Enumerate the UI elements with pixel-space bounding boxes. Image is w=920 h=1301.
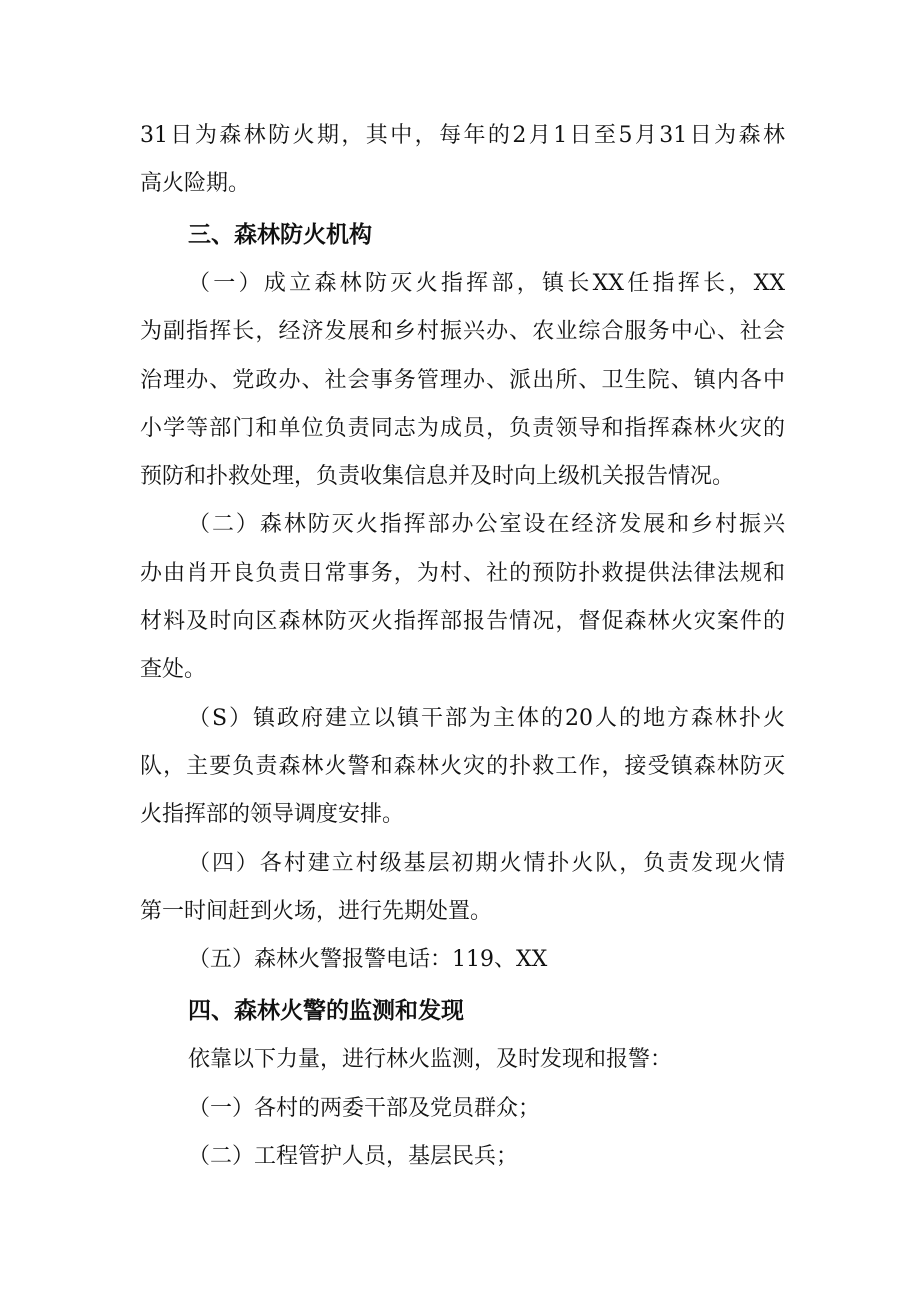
- intro-line-1: 31日为森林防火期，其中，每年的2月1日至5月31日为森林: [140, 123, 785, 148]
- item-1-line-2: 为副指挥长，经济发展和乡村振兴办、农业综合服务中心、社会: [140, 319, 785, 344]
- item-3-line-3: 火指挥部的领导调度安排。: [140, 802, 405, 827]
- item-1-line-1: （一）成立森林防灭火指挥部，镇长XX任指挥长，XX: [188, 271, 785, 296]
- item-1-line-3: 治理办、党政办、社会事务管理办、派出所、卫生院、镇内各中: [140, 368, 785, 393]
- monitor-item-2: （二）工程管护人员，基层民兵；: [188, 1144, 519, 1169]
- item-5-line: （五）森林火警报警电话：119、XX: [188, 947, 548, 972]
- intro-line-2: 高火险期。: [140, 171, 251, 196]
- item-2-line-1: （二）森林防灭火指挥部办公室设在经济发展和乡村振兴: [188, 512, 785, 537]
- item-2-line-2: 办由肖开良负责日常事务，为村、社的预防扑救提供法律法规和: [140, 561, 785, 586]
- item-4-line-1: （四）各村建立村级基层初期火情扑火队，负责发现火情: [188, 851, 785, 876]
- item-3-line-2: 队，主要负责森林火警和森林火灾的扑救工作，接受镇森林防灭: [140, 754, 785, 779]
- item-2-line-4: 查处。: [140, 657, 207, 682]
- item-1-line-5: 预防和扑救处理，负责收集信息并及时向上级机关报告情况。: [140, 464, 735, 489]
- monitor-item-1: （一）各村的两委干部及党员群众；: [188, 1096, 541, 1121]
- item-3-line-1: （S）镇政府建立以镇干部为主体的20人的地方森林扑火: [188, 706, 785, 731]
- section-heading-3: 三、森林防火机构: [188, 222, 372, 248]
- item-4-line-2: 第一时间赶到火场，进行先期处置。: [140, 899, 493, 924]
- item-2-line-3: 材料及时向区森林防灭火指挥部报告情况，督促森林火灾案件的: [140, 609, 785, 634]
- section-heading-4: 四、森林火警的监测和发现: [188, 998, 464, 1024]
- monitor-intro: 依靠以下力量，进行林火监测，及时发现和报警：: [188, 1047, 673, 1072]
- item-1-line-4: 小学等部门和单位负责同志为成员，负责领导和指挥森林火灾的: [140, 416, 785, 441]
